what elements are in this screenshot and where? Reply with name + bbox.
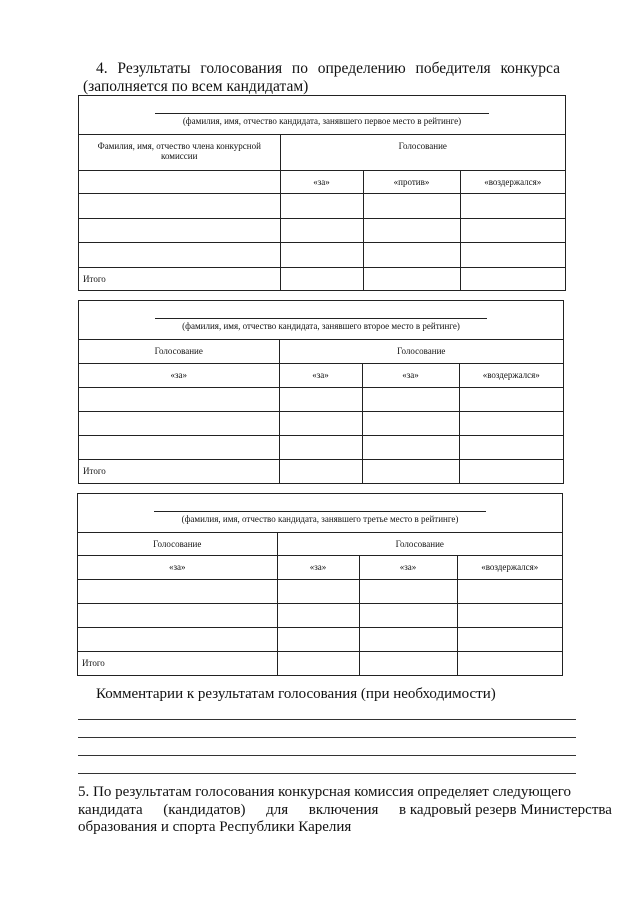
table-cell (78, 627, 277, 651)
table-cell (362, 411, 459, 435)
candidate-caption-text: (фамилия, имя, отчество кандидата, занявшего третье место в рейтинге) (181, 514, 459, 524)
comment-line (78, 719, 576, 720)
heading-word: конкурса (500, 60, 560, 77)
table-cell (459, 459, 563, 483)
table-cell (79, 411, 279, 435)
voting-table-second-place (78, 300, 564, 484)
table-cell (279, 411, 362, 435)
table-row (79, 242, 565, 267)
table-row (79, 193, 565, 218)
table-cell (279, 435, 362, 459)
total-label: Итого (79, 459, 279, 483)
table-cell (460, 267, 565, 290)
col1-header: Голосование (78, 533, 277, 555)
candidate-name-line (155, 318, 487, 319)
voting-grid (79, 340, 563, 483)
candidate-name-caption (79, 301, 563, 340)
table-cell (457, 603, 562, 627)
table-cell (457, 579, 562, 603)
section-5-word: включения (308, 801, 379, 818)
subheader-abstain: «воздержался» (457, 555, 562, 579)
table-subheader-row (78, 555, 562, 579)
subheader-for: «за» (279, 363, 362, 387)
voting-header: Голосование (279, 340, 563, 363)
voting-grid (79, 135, 565, 290)
comment-line (78, 755, 576, 756)
subheader-for: «за» (277, 555, 359, 579)
table-cell (359, 603, 457, 627)
table-cell (280, 218, 363, 242)
heading-word: голосования (200, 60, 283, 77)
table-cell (460, 193, 565, 218)
section-5-line3: образования и спорта Республики Карелия (78, 819, 352, 835)
col1-header: Голосование (79, 340, 279, 363)
table-cell (459, 411, 563, 435)
section-5-word: (кандидатов) (163, 801, 246, 818)
total-row (79, 267, 565, 290)
table-row (78, 627, 562, 651)
table-cell (277, 603, 359, 627)
total-row (78, 651, 562, 675)
candidate-name-caption (79, 96, 565, 135)
candidate-name-line (154, 511, 486, 512)
candidate-name-line (155, 113, 489, 114)
table-cell (280, 267, 363, 290)
table-subheader-row (79, 363, 563, 387)
table-cell (277, 627, 359, 651)
table-cell (78, 579, 277, 603)
section-5-word: для (266, 801, 289, 818)
table-cell (79, 193, 280, 218)
section-5-word: кандидата (78, 801, 143, 818)
voting-grid (78, 533, 562, 675)
voting-table-first-place (78, 95, 566, 291)
table-header-row (78, 533, 562, 555)
table-cell (359, 579, 457, 603)
table-cell (363, 193, 460, 218)
comment-line (78, 737, 576, 738)
voting-table-third-place (77, 493, 563, 676)
table-cell (363, 242, 460, 267)
table-header-row (79, 135, 565, 170)
table-row (79, 411, 563, 435)
table-cell (362, 387, 459, 411)
voting-header: Голосование (277, 533, 562, 555)
heading-word: победителя (415, 60, 491, 77)
section-4-heading-line1 (84, 60, 560, 78)
subheader-for: «за» (79, 363, 279, 387)
table-cell (79, 218, 280, 242)
section-4-heading-line2: (заполняется по всем кандидатам) (83, 78, 309, 95)
table-cell (460, 218, 565, 242)
table-cell (460, 242, 565, 267)
table-cell (280, 242, 363, 267)
table-cell (279, 459, 362, 483)
candidate-caption-text: (фамилия, имя, отчество кандидата, занявшего второе место в рейтинге) (182, 321, 460, 331)
comment-line (78, 773, 576, 774)
table-cell (78, 603, 277, 627)
heading-word: по (291, 60, 308, 77)
subheader-against: «против» (363, 170, 460, 193)
comments-title: Комментарии к результатам голосования (при необходимости) (96, 686, 496, 702)
heading-word: 4. (96, 60, 108, 77)
table-cell (79, 242, 280, 267)
table-cell (459, 435, 563, 459)
section-5-word: в кадровый резерв Министерства (399, 801, 612, 818)
table-subheader-row (79, 170, 565, 193)
table-cell (279, 387, 362, 411)
table-cell (359, 651, 457, 675)
heading-word: определению (317, 60, 406, 77)
candidate-name-caption (78, 494, 562, 533)
table-cell (280, 193, 363, 218)
table-cell (359, 627, 457, 651)
table-cell (363, 267, 460, 290)
section-5-line2 (78, 802, 612, 820)
subheader-abstain: «воздержался» (460, 170, 565, 193)
subheader-for: «за» (362, 363, 459, 387)
heading-word: Результаты (117, 60, 191, 77)
table-cell (79, 387, 279, 411)
table-header-row (79, 340, 563, 363)
table-row (79, 435, 563, 459)
section-4-heading (84, 60, 560, 96)
table-cell (277, 651, 359, 675)
table-cell (459, 387, 563, 411)
total-label: Итого (78, 651, 277, 675)
subheader-abstain: «воздержался» (459, 363, 563, 387)
voting-header: Голосование (280, 135, 565, 170)
section-5-paragraph (78, 784, 612, 837)
member-name-header: Фамилия, имя, отчество члена конкурсной комиссии (79, 135, 280, 170)
table-cell (79, 435, 279, 459)
subheader-for: «за» (280, 170, 363, 193)
subheader-cell (79, 170, 280, 193)
subheader-for: «за» (78, 555, 277, 579)
table-row (78, 603, 562, 627)
subheader-for: «за» (359, 555, 457, 579)
table-cell (457, 627, 562, 651)
table-cell (277, 579, 359, 603)
section-5-line1: 5. По результатам голосования конкурсная комиссия определяет следующего (78, 784, 572, 800)
table-cell (362, 435, 459, 459)
table-cell (362, 459, 459, 483)
total-row (79, 459, 563, 483)
table-cell (363, 218, 460, 242)
table-row (78, 579, 562, 603)
candidate-caption-text: (фамилия, имя, отчество кандидата, занявшего первое место в рейтинге) (182, 116, 462, 126)
total-label: Итого (79, 267, 280, 290)
table-cell (457, 651, 562, 675)
table-row (79, 218, 565, 242)
table-row (79, 387, 563, 411)
